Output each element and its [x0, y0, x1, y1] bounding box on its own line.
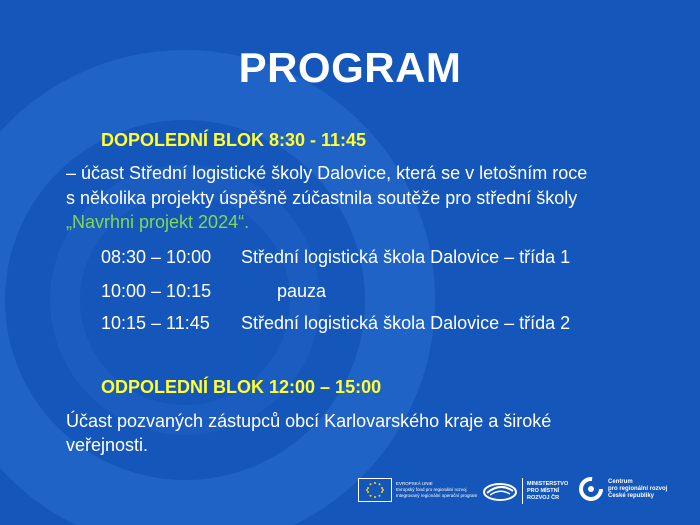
project-name: „Navrhni projekt 2024“. — [66, 212, 250, 232]
crr-emblem-icon — [578, 476, 604, 502]
page-title: PROGRAM — [238, 44, 462, 91]
eu-flag-icon — [358, 478, 392, 502]
schedule-item: pauza — [277, 281, 327, 301]
partner-logos — [358, 476, 678, 506]
mmr-logo — [482, 478, 577, 504]
mmr-text-line: ROZVOJ ČR — [527, 494, 560, 501]
afternoon-block-heading: ODPOLEDNÍ BLOK 12:00 – 15:00 — [101, 377, 382, 397]
afternoon-description-line-2: veřejnosti. — [66, 435, 149, 455]
eu-text-line: EVROPSKÁ UNIE — [396, 481, 433, 486]
morning-description-line-2: s několika projekty úspěšně zúčastnila soutěže pro střední školy — [66, 188, 578, 208]
mmr-text-line: MINISTERSTVO — [527, 480, 569, 487]
crr-text-line: Centrum — [608, 478, 633, 485]
schedule-row — [101, 313, 570, 334]
schedule-item: Střední logistická škola Dalovice – třída 2 — [241, 313, 571, 333]
schedule-item: Střední logistická škola Dalovice – třída 1 — [241, 247, 571, 267]
morning-description-line-1: – účast Střední logistické školy Dalovice, která se v letošním roce — [66, 163, 588, 183]
eu-logo — [358, 478, 478, 502]
eu-text-line: Evropský fond pro regionální rozvoj — [396, 487, 467, 492]
schedule-row — [101, 247, 570, 268]
crr-text-line: pro regionální rozvoj — [608, 485, 668, 492]
eu-text-line: Integrovaný regionální operační program — [396, 493, 478, 498]
mmr-emblem-icon — [482, 480, 518, 502]
schedule-time: 10:15 – 11:45 — [101, 313, 210, 333]
schedule-time: 10:00 – 10:15 — [101, 281, 212, 301]
schedule-row — [101, 281, 326, 302]
crr-text-line: České republiky — [608, 492, 655, 499]
divider — [522, 478, 523, 504]
crr-logo — [578, 476, 688, 502]
afternoon-description-line-1: Účast pozvaných zástupců obcí Karlovarského kraje a široké — [66, 411, 552, 431]
morning-block-heading: DOPOLEDNÍ BLOK 8:30 - 11:45 — [101, 130, 367, 150]
schedule-time: 08:30 – 10:00 — [101, 247, 212, 267]
mmr-text-line: PRO MÍSTNÍ — [527, 487, 560, 494]
